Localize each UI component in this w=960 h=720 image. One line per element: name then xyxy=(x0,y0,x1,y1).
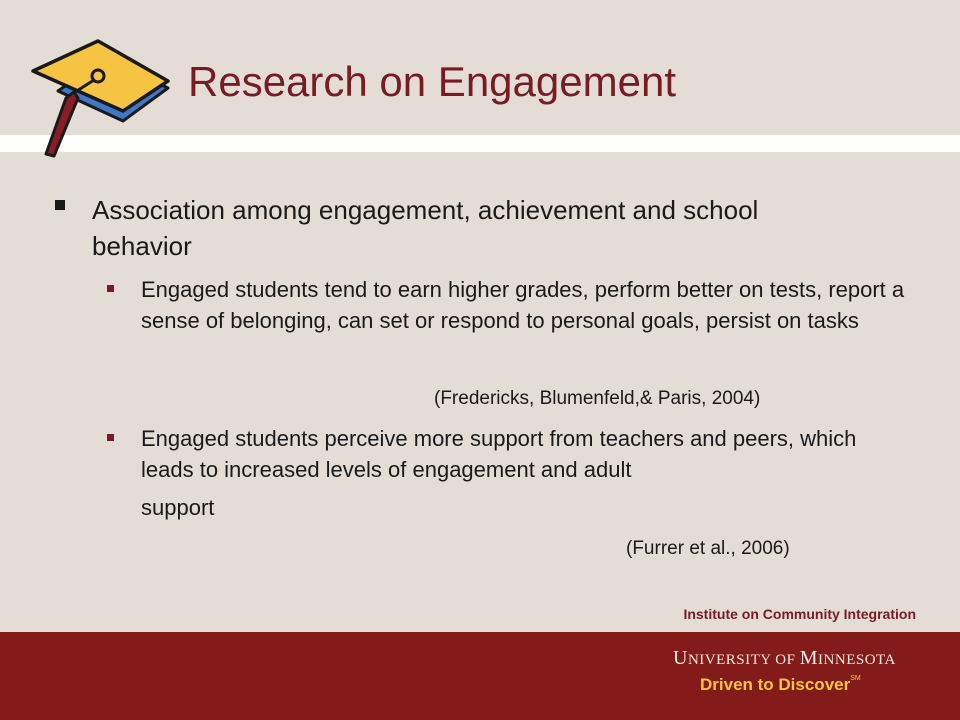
slide-title: Research on Engagement xyxy=(188,58,676,105)
sub-bullet-1: Engaged students tend to earn higher grades, perform better on tests, report a sense of belonging, can set or respond to personal goals, persist on tasks xyxy=(141,277,905,333)
bullet-marker xyxy=(55,200,65,210)
institute-name: Institute on Community Integration xyxy=(683,606,916,622)
main-bullet: Association among engagement, achievement and school behavior xyxy=(92,195,759,261)
citation-2: (Furrer et al., 2006) xyxy=(626,538,790,559)
sub-bullet-marker xyxy=(107,434,114,441)
citation-1: (Fredericks, Blumenfeld,& Paris, 2004) xyxy=(434,388,761,409)
university-wordmark: UNIVERSITY OF MINNESOTA xyxy=(673,647,896,669)
graduation-cap-icon xyxy=(28,36,178,161)
tagline: Driven to Discover℠ xyxy=(700,675,861,694)
sub-bullet-marker xyxy=(107,285,114,292)
sub-bullet-2: Engaged students perceive more support from teachers and peers, which leads to increased levels of engagement and adult xyxy=(141,426,857,482)
sub-bullet-2-continuation: support xyxy=(141,495,215,520)
